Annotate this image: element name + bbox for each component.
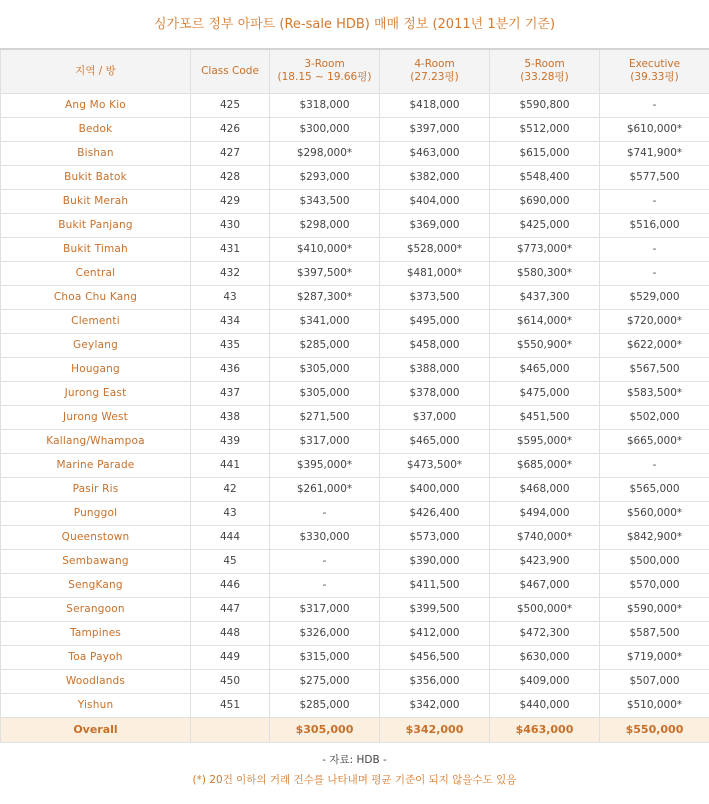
table-row: [1, 549, 709, 573]
cell-price-executive: $567,500: [600, 357, 709, 381]
cell-price-4room: $373,500: [380, 285, 490, 309]
cell-price-executive: $507,000: [600, 669, 709, 693]
cell-price-executive: $565,000: [600, 477, 709, 501]
table-row: [1, 213, 709, 237]
cell-price-4room: $426,400: [380, 501, 490, 525]
cell-price-3room: $395,000*: [270, 453, 380, 477]
cell-class-code: 435: [191, 333, 270, 357]
cell-price-executive: -: [600, 189, 709, 213]
cell-region: Toa Payoh: [1, 645, 191, 669]
cell-price-executive: $741,900*: [600, 141, 709, 165]
cell-region: Pasir Ris: [1, 477, 191, 501]
table-row: [1, 381, 709, 405]
cell-price-4room: $463,000: [380, 141, 490, 165]
table-row: [1, 333, 709, 357]
overall-price-5room: $463,000: [490, 717, 600, 742]
cell-class-code: 426: [191, 117, 270, 141]
cell-class-code: 450: [191, 669, 270, 693]
overall-region: Overall: [1, 717, 191, 742]
cell-price-4room: $390,000: [380, 549, 490, 573]
header-5room-label: 5-Room: [524, 58, 565, 71]
cell-region: Woodlands: [1, 669, 191, 693]
cell-price-4room: $342,000: [380, 693, 490, 717]
cell-price-3room: $287,300*: [270, 285, 380, 309]
table-row: [1, 621, 709, 645]
cell-price-executive: $665,000*: [600, 429, 709, 453]
cell-price-5room: $773,000*: [490, 237, 600, 261]
cell-class-code: 437: [191, 381, 270, 405]
cell-class-code: 429: [191, 189, 270, 213]
header-5room: [490, 49, 600, 93]
header-row: [1, 49, 709, 93]
cell-price-executive: -: [600, 453, 709, 477]
cell-region: Jurong East: [1, 381, 191, 405]
table-body: [1, 93, 709, 742]
cell-price-4room: $573,000: [380, 525, 490, 549]
cell-class-code: 43: [191, 285, 270, 309]
table-row: [1, 477, 709, 501]
table-row: [1, 693, 709, 717]
cell-price-4room: $458,000: [380, 333, 490, 357]
cell-price-4room: $37,000: [380, 405, 490, 429]
header-class-code: Class Code: [191, 49, 270, 93]
cell-price-executive: $590,000*: [600, 597, 709, 621]
cell-price-4room: $397,000: [380, 117, 490, 141]
table-row: [1, 309, 709, 333]
cell-class-code: 431: [191, 237, 270, 261]
cell-price-4room: $412,000: [380, 621, 490, 645]
cell-price-executive: $719,000*: [600, 645, 709, 669]
cell-price-executive: $529,000: [600, 285, 709, 309]
cell-price-3room: $305,000: [270, 381, 380, 405]
cell-price-3room: $410,000*: [270, 237, 380, 261]
cell-region: Serangoon: [1, 597, 191, 621]
header-region: 지역 / 방: [1, 49, 191, 93]
table-row: [1, 597, 709, 621]
cell-class-code: 449: [191, 645, 270, 669]
header-3room-size: (18.15 ~ 19.66평): [277, 71, 372, 84]
cell-class-code: 42: [191, 477, 270, 501]
cell-class-code: 432: [191, 261, 270, 285]
cell-price-executive: -: [600, 261, 709, 285]
cell-price-5room: $690,000: [490, 189, 600, 213]
cell-price-4room: $356,000: [380, 669, 490, 693]
overall-price-3room: $305,000: [270, 717, 380, 742]
cell-price-4room: $382,000: [380, 165, 490, 189]
table-row: [1, 117, 709, 141]
table-row: [1, 93, 709, 117]
cell-price-executive: $510,000*: [600, 693, 709, 717]
header-4room: [380, 49, 490, 93]
cell-price-executive: $610,000*: [600, 117, 709, 141]
cell-price-5room: $740,000*: [490, 525, 600, 549]
table-row: [1, 189, 709, 213]
cell-price-executive: $720,000*: [600, 309, 709, 333]
table-header: [1, 49, 709, 93]
cell-class-code: 428: [191, 165, 270, 189]
cell-price-4room: $400,000: [380, 477, 490, 501]
cell-price-5room: $468,000: [490, 477, 600, 501]
cell-class-code: 439: [191, 429, 270, 453]
cell-price-5room: $467,000: [490, 573, 600, 597]
cell-price-executive: $570,000: [600, 573, 709, 597]
cell-class-code: 441: [191, 453, 270, 477]
cell-region: Hougang: [1, 357, 191, 381]
cell-price-5room: $437,300: [490, 285, 600, 309]
cell-class-code: 45: [191, 549, 270, 573]
header-executive-size: (39.33평): [630, 71, 679, 84]
table-row: [1, 141, 709, 165]
cell-price-5room: $494,000: [490, 501, 600, 525]
cell-price-executive: $587,500: [600, 621, 709, 645]
table-row: [1, 669, 709, 693]
cell-region: Ang Mo Kio: [1, 93, 191, 117]
cell-region: Tampines: [1, 621, 191, 645]
cell-class-code: 436: [191, 357, 270, 381]
cell-price-5room: $548,400: [490, 165, 600, 189]
cell-price-3room: $285,000: [270, 333, 380, 357]
header-4room-label: 4-Room: [414, 58, 455, 71]
cell-price-4room: $369,000: [380, 213, 490, 237]
cell-class-code: 446: [191, 573, 270, 597]
cell-price-4room: $404,000: [380, 189, 490, 213]
cell-price-executive: $500,000: [600, 549, 709, 573]
cell-price-3room: $397,500*: [270, 261, 380, 285]
cell-class-code: 43: [191, 501, 270, 525]
cell-price-4room: $456,500: [380, 645, 490, 669]
overall-row: [1, 717, 709, 742]
cell-region: Marine Parade: [1, 453, 191, 477]
cell-price-3room: $326,000: [270, 621, 380, 645]
cell-region: Bedok: [1, 117, 191, 141]
cell-class-code: 447: [191, 597, 270, 621]
cell-region: SengKang: [1, 573, 191, 597]
table-row: [1, 237, 709, 261]
cell-price-3room: $315,000: [270, 645, 380, 669]
cell-price-5room: $409,000: [490, 669, 600, 693]
cell-price-executive: $560,000*: [600, 501, 709, 525]
cell-region: Clementi: [1, 309, 191, 333]
cell-price-5room: $465,000: [490, 357, 600, 381]
cell-class-code: 434: [191, 309, 270, 333]
cell-region: Jurong West: [1, 405, 191, 429]
table-row: [1, 261, 709, 285]
header-3room-label: 3-Room: [304, 58, 345, 71]
cell-class-code: 430: [191, 213, 270, 237]
cell-price-3room: $293,000: [270, 165, 380, 189]
cell-region: Choa Chu Kang: [1, 285, 191, 309]
table-row: [1, 405, 709, 429]
overall-class-code: [191, 717, 270, 742]
cell-price-5room: $512,000: [490, 117, 600, 141]
header-3room: [270, 49, 380, 93]
table-row: [1, 645, 709, 669]
cell-region: Central: [1, 261, 191, 285]
header-executive-label: Executive: [628, 58, 681, 71]
table-row: [1, 525, 709, 549]
footnote: (*) 20건 이하의 거래 건수를 나타내며 평균 기준이 되지 않을수도 있음: [192, 773, 517, 786]
page-title: 싱가포르 정부 아파트 (Re-sale HDB) 매매 정보 (2011년 1분기 기준): [153, 17, 556, 32]
cell-price-executive: -: [600, 93, 709, 117]
cell-price-5room: $550,900*: [490, 333, 600, 357]
table-row: [1, 573, 709, 597]
cell-price-5room: $425,000: [490, 213, 600, 237]
cell-price-5room: $580,300*: [490, 261, 600, 285]
hdb-price-table: [0, 48, 709, 743]
cell-price-5room: $590,800: [490, 93, 600, 117]
cell-price-3room: $317,000: [270, 429, 380, 453]
table-row: [1, 165, 709, 189]
cell-price-3room: $285,000: [270, 693, 380, 717]
cell-price-4room: $411,500: [380, 573, 490, 597]
table-row: [1, 429, 709, 453]
cell-price-5room: $475,000: [490, 381, 600, 405]
cell-price-3room: $317,000: [270, 597, 380, 621]
cell-price-3room: $300,000: [270, 117, 380, 141]
cell-price-5room: $614,000*: [490, 309, 600, 333]
cell-class-code: 427: [191, 141, 270, 165]
cell-price-5room: $630,000: [490, 645, 600, 669]
cell-price-5room: $500,000*: [490, 597, 600, 621]
cell-price-3room: $341,000: [270, 309, 380, 333]
cell-price-4room: $528,000*: [380, 237, 490, 261]
cell-price-3room: $305,000: [270, 357, 380, 381]
cell-price-3room: $298,000*: [270, 141, 380, 165]
header-5room-size: (33.28평): [520, 71, 569, 84]
cell-price-5room: $595,000*: [490, 429, 600, 453]
cell-region: Bukit Merah: [1, 189, 191, 213]
cell-price-5room: $472,300: [490, 621, 600, 645]
cell-price-3room: -: [270, 501, 380, 525]
table-row: [1, 357, 709, 381]
cell-price-3room: $318,000: [270, 93, 380, 117]
cell-price-3room: -: [270, 573, 380, 597]
cell-class-code: 448: [191, 621, 270, 645]
cell-price-4room: $465,000: [380, 429, 490, 453]
cell-price-5room: $615,000: [490, 141, 600, 165]
cell-region: Bukit Timah: [1, 237, 191, 261]
cell-class-code: 451: [191, 693, 270, 717]
cell-region: Sembawang: [1, 549, 191, 573]
cell-region: Bukit Panjang: [1, 213, 191, 237]
cell-price-3room: $330,000: [270, 525, 380, 549]
table-row: [1, 285, 709, 309]
cell-region: Yishun: [1, 693, 191, 717]
cell-price-executive: $502,000: [600, 405, 709, 429]
cell-region: Kallang/Whampoa: [1, 429, 191, 453]
cell-price-5room: $685,000*: [490, 453, 600, 477]
cell-price-executive: $622,000*: [600, 333, 709, 357]
cell-price-4room: $388,000: [380, 357, 490, 381]
cell-price-5room: $451,500: [490, 405, 600, 429]
cell-price-3room: $298,000: [270, 213, 380, 237]
cell-price-3room: $343,500: [270, 189, 380, 213]
overall-price-executive: $550,000: [600, 717, 709, 742]
header-executive: [600, 49, 709, 93]
cell-price-5room: $423,900: [490, 549, 600, 573]
header-4room-size: (27.23평): [410, 71, 459, 84]
source-caption: - 자료: HDB -: [322, 753, 387, 766]
cell-class-code: 438: [191, 405, 270, 429]
cell-price-executive: $516,000: [600, 213, 709, 237]
cell-price-3room: $275,000: [270, 669, 380, 693]
cell-price-3room: $271,500: [270, 405, 380, 429]
cell-price-executive: $577,500: [600, 165, 709, 189]
cell-price-4room: $473,500*: [380, 453, 490, 477]
cell-region: Geylang: [1, 333, 191, 357]
table-row: [1, 453, 709, 477]
cell-price-4room: $495,000: [380, 309, 490, 333]
cell-price-4room: $399,500: [380, 597, 490, 621]
cell-price-executive: $842,900*: [600, 525, 709, 549]
cell-region: Bukit Batok: [1, 165, 191, 189]
cell-price-5room: $440,000: [490, 693, 600, 717]
cell-price-3room: -: [270, 549, 380, 573]
cell-price-4room: $378,000: [380, 381, 490, 405]
table-row: [1, 501, 709, 525]
cell-price-3room: $261,000*: [270, 477, 380, 501]
cell-region: Bishan: [1, 141, 191, 165]
cell-region: Queenstown: [1, 525, 191, 549]
cell-region: Punggol: [1, 501, 191, 525]
cell-class-code: 425: [191, 93, 270, 117]
cell-price-4room: $418,000: [380, 93, 490, 117]
cell-price-4room: $481,000*: [380, 261, 490, 285]
cell-price-executive: -: [600, 237, 709, 261]
cell-price-executive: $583,500*: [600, 381, 709, 405]
cell-class-code: 444: [191, 525, 270, 549]
overall-price-4room: $342,000: [380, 717, 490, 742]
